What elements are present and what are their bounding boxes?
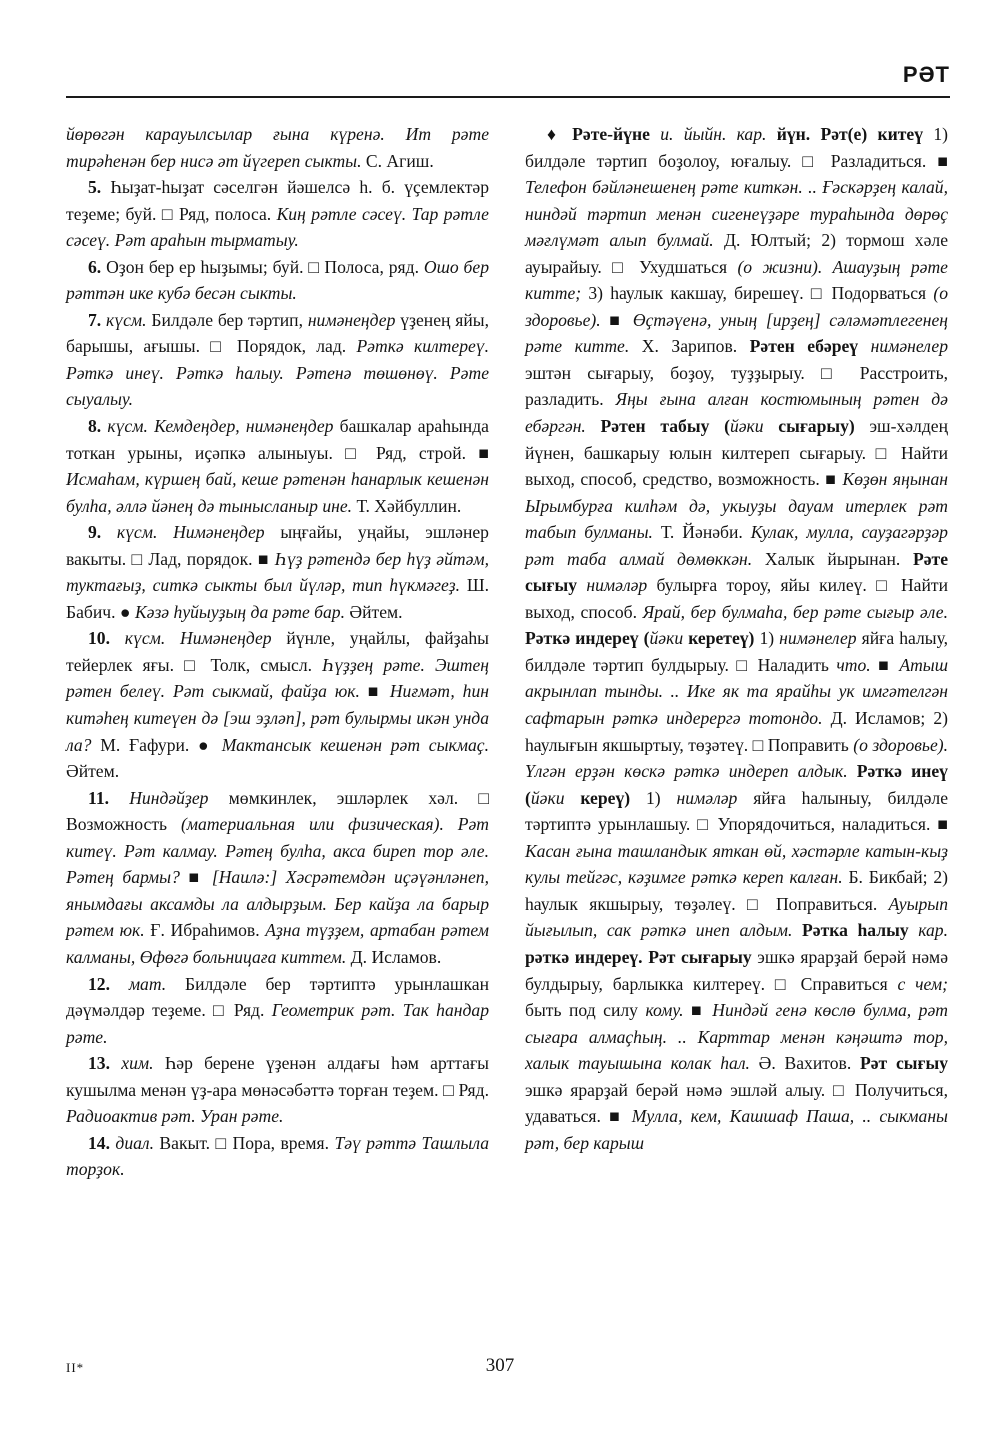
entry-paragraph [66, 1050, 489, 1130]
italic-text: Кәзә һуйыуҙың да рәте бар. [134, 601, 346, 622]
entry-heading: ( [724, 416, 730, 437]
entry-text: эшкә ярарҙай берәй нәмә эшләй алыу. □ Получиться, удаваться. ■ [525, 1079, 948, 1127]
italic-text: Тәү рәттә Ташлыла торҙок. [66, 1132, 490, 1180]
italic-text: Кулак, мулла, сауҙагәрҙәр рәт таба алмай дөмөккән. [525, 522, 948, 569]
entry-paragraph [66, 625, 489, 784]
entry-heading: 11. [88, 787, 110, 808]
entry-heading: керетеү) [683, 628, 755, 649]
entry-text: Ә. Вахитов. [749, 1053, 860, 1074]
entry-text: ■ [179, 867, 212, 888]
italic-text: Касан ғына ташландык яткан өй, хәстәрле катын-кыҙ кулы тейгәс, кәҙимге рәткә кереп калған. [525, 840, 948, 888]
italic-text: йәки [649, 628, 684, 649]
italic-text: Аҙна түҙҙем, артабан рәтем калманы, Өфөгә больницаға киттем. [66, 920, 489, 967]
right-column [525, 121, 948, 1156]
italic-text: нимәнелер [858, 336, 948, 357]
italic-text: нимәнелер [779, 628, 857, 649]
entry-paragraph [66, 254, 489, 307]
entry-paragraph [66, 519, 489, 625]
italic-text: Ниндәй генә көслө булма, рәт сығара алмаҫһың. .. Карттар менән кәңәштә тор, халык тауышына колак һал. [525, 1000, 948, 1074]
entry-text [586, 416, 601, 436]
entry-heading: Рәтка һалыу [802, 920, 909, 941]
entry-text: ыңғайы, уңайы, эшләнер вакыты. □ Лад, порядок. ■ [66, 522, 489, 569]
entry-heading: 5. [88, 177, 102, 198]
italic-text: йөрөгән карауылсылар ғына күренә. Ит рәте тирәһенән бер нисә әт йүгереп сыкты. [66, 124, 489, 171]
italic-text: Ярай, бер булмаһа, бер рәте сығыр әле. [642, 601, 948, 622]
italic-text: Телефон бәйләнешенең рәте киткән. .. Ғәскәрҙең калай, ниндәй тәртип менән сигенеүҙәре тураһында дөрөҫ мәғлүмәт алып булмай. [525, 177, 948, 251]
left-column [66, 121, 489, 1183]
entry-heading: Рәтен табыу [600, 416, 710, 437]
entry-text: Һыҙат-һыҙат сәселгән йәшелсә һ. б. үҫемлектәр теҙеме; буй. □ Ряд, полоса. [66, 177, 489, 224]
entry-text: ■ [683, 1000, 713, 1021]
italic-text: (о здоровье). Үлгән ерҙән көскә рәткә индереп алдык. [525, 734, 949, 782]
italic-text: йәки [729, 416, 764, 437]
italic-text: кар. [908, 920, 949, 941]
entry-text: Һәр берене үҙенән алдағы һәм арттағы кушылма менән үҙ-ара мөнәсәбәттә торған теҙем. □ Ряд. [66, 1053, 489, 1100]
italic-text: кому. [645, 1000, 684, 1021]
entry-paragraph [66, 785, 489, 971]
italic-text: Ошо бер рәттән ике кубә бесән сыкты. [66, 256, 490, 304]
italic-text: Атыш акрынлап тынды. .. Ике як та ярайһы ук имгәтелгән сафтарын рәткә индерергә тотондо. [525, 654, 948, 729]
entry-paragraph [66, 971, 489, 1051]
entry-text: Т. Хәйбуллин. [352, 495, 462, 516]
entry-text: үҙенең яйы, барышы, ағышы. □ Порядок, лад. [66, 309, 489, 357]
entry-text: быть под силу [525, 1000, 646, 1021]
italic-text: Һүҙҙең рәте. Эштең рәтен белеү. Рәт сыкмай, файҙа юк. [66, 654, 489, 702]
italic-text: и. йыйн. кар. [649, 124, 767, 144]
entry-paragraph [66, 413, 489, 519]
entry-text: Д. Исламов; 2) һаулығын якшыртыу, төҙәтеү. □ Поправить [525, 708, 949, 755]
entry-paragraph [66, 121, 489, 174]
entry-paragraph [66, 174, 489, 254]
italic-text: что. [836, 654, 871, 675]
entry-text: ■ [870, 654, 900, 675]
entry-text: эшкә ярарҙай берәй нәмә булдырыу, барлыкка килтереү. □ Справиться [525, 946, 948, 994]
italic-text: Рәткә килтереү. Рәткә инеү. Рәткә һалыу. Рәтенә төшөнөү. Рәте сыуалыу. [66, 336, 489, 410]
entry-heading: Рәте-йүне [572, 124, 650, 144]
italic-text: күсм. Нимәнеңдер [110, 628, 272, 649]
entry-text: Б. Бикбай; 2) һаулык якшырыу, төҙәлеү. □ Поправиться. [525, 867, 949, 914]
entry-text: ■ [359, 681, 390, 702]
italic-text: с чем; [897, 973, 948, 994]
entry-text: мөмкинлек, эшләрлек хәл. □ Возможность [66, 787, 489, 835]
entry-text: 1) [754, 628, 780, 649]
entry-heading: 10. [88, 628, 110, 649]
italic-text: Яңы ғына алған костюмының рәтен дә ебәргән. [525, 389, 948, 437]
italic-text: Геометрик рәт. Так һандар рәте. [66, 1000, 489, 1047]
header-rule [66, 96, 950, 98]
entry-text: 1) билдәле тәртип боҙолоу, юғалыу. □ Разладиться. ■ [525, 124, 948, 171]
entry-text: Д. Юлтый; 2) тормош хәле ауырайыу. □ Ухудшаться [525, 230, 948, 277]
italic-text: нимәләр [676, 787, 738, 808]
italic-text: Һүҙ рәтендә бер һүҙ әйтәм, туктағыҙ, ситкә сыкты был йүләр, тип һүкмәгеҙ. [66, 548, 490, 596]
entry-text: эш-хәлдең йүнен, башкарыу юлын килтереп сығарыу. □ Найти выход, способ, средство, возможность. ■ [525, 416, 948, 490]
entry-text: Ғ. Ибраһимов. [144, 920, 266, 941]
entry-paragraph [66, 1130, 489, 1183]
italic-text: Өҫтәүенә, уның [ирҙең] сәләмәтлегенең рәте китте. [525, 309, 948, 357]
entry-heading: 8. [88, 416, 102, 437]
entry-text [709, 416, 724, 436]
sheet-signature: II* [66, 1360, 85, 1375]
entry-text: Х. Зарипов. [629, 336, 750, 357]
entry-heading: Рәт сығыу [859, 1053, 949, 1074]
italic-text: күсм. [101, 309, 147, 330]
entry-heading: сығарыу) [763, 416, 855, 437]
entry-text: 3) һаулык какшау, бирешеү. □ Подорваться [581, 283, 934, 304]
italic-text: диал. [110, 1132, 154, 1153]
entry-text: эштән сығарыу, боҙоу, туҙҙырыу. □ Расстроить, разладить. [525, 362, 948, 410]
italic-text: Мулла, кем, Кашшаф Паша, .. сыкманы рәт, бер карыш [525, 1106, 948, 1153]
entry-heading: кереү) [564, 787, 631, 808]
italic-text: (о здоровье). [525, 283, 948, 330]
italic-text: йәки [530, 787, 565, 808]
entry-heading: 12. [88, 973, 110, 994]
italic-text: Мактансык кешенән рәт сыкмаҫ. [221, 734, 489, 755]
entry-text: Т. Йәнәби. [652, 522, 751, 543]
entry-heading: рәткә индереү. Рәт сығарыу [525, 946, 752, 967]
entry-heading: Рәте сығыу [525, 548, 949, 596]
italic-text: Радиоактив рәт. Уран рәте. [66, 1106, 284, 1127]
italic-text: мат. [110, 973, 167, 994]
italic-text: күсм. Нимәнеңдер [101, 522, 265, 543]
entry-heading: Рәткә индереү ( [525, 628, 650, 649]
entry-text: Билдәле бер тәртип, [146, 309, 308, 330]
entry-text: Вакыт. □ Пора, время. [153, 1132, 335, 1153]
italic-text: (о жизни). Ашауҙың рәте китте; [525, 256, 948, 304]
italic-text: Көҙөн яңынан Ырымбурға килһәм дә, укыуҙы дауам итерлек рәт табып булманы. [525, 469, 948, 543]
italic-text: Ниғмәт, һин китәһең китеүен дә [эш эҙләп], рәт булырмы икән унда ла? [66, 681, 489, 755]
entry-heading: Рәткә инеү ( [525, 761, 948, 808]
entry-paragraph [66, 307, 489, 413]
italic-text: Исмаһам, күршең бай, кеше рәтенән һанарлык кешенән булһа, әллә йәнең дә тынысланыр ине. [66, 469, 489, 516]
entry-text: йүнле, уңайлы, файҙаһы тейерлек яғы. □ Толк, смысл. [66, 628, 489, 675]
entry-text: ♦ [547, 124, 573, 144]
entry-paragraph [525, 121, 948, 1156]
italic-text: Ниндәйҙер [109, 787, 209, 808]
running-headword: РӘТ [902, 62, 950, 87]
entry-text: Әйтем. [66, 761, 120, 782]
entry-text: Әйтем. [345, 601, 403, 622]
entry-heading: 9. [88, 522, 102, 543]
entry-text: М. Ғафури. ● [91, 734, 222, 755]
entry-heading: 14. [88, 1132, 110, 1153]
entry-text [848, 761, 857, 781]
entry-heading: Рәтен ебәреү [749, 336, 859, 357]
entry-text: башкалар араһында тоткан урыны, иҫәпкә алыныуы. □ Ряд, строй. ■ [66, 416, 489, 463]
italic-text: нимәнеңдер [307, 309, 396, 330]
italic-text: Ауырып йығылып, сак рәткә инеп алдым. [525, 893, 948, 941]
italic-text: [Наилә:] Хәсрәтемдән иҫәүәнләнеп, янымдағы аксамды ла алдырҙым. Бер кайҙа ла барыр рәтем юк. [66, 867, 489, 941]
entry-text: Билдәле бер тәртиптә урынлашкан дәүмәлдәр теҙеме. □ Ряд. [66, 973, 489, 1021]
entry-heading: 7. [88, 309, 102, 330]
entry-text: Д. Исламов. [346, 946, 442, 967]
entry-text: Халык йырынан. [752, 548, 913, 569]
entry-text: С. Агиш. [361, 150, 434, 171]
entry-text: яйға һалыу, билдәле тәртип булдырыу. □ Наладить [525, 628, 948, 675]
entry-text: Оҙон бер ер һыҙымы; буй. □ Полоса, ряд. [101, 256, 424, 277]
italic-text: нимәләр [577, 575, 648, 596]
entry-heading: 13. [88, 1053, 110, 1074]
entry-text [792, 920, 802, 940]
italic-text: Киң рәтле сәсеү. Тар рәтле сәсеү. Рәт араһын тырматыу. [66, 203, 489, 251]
italic-text: (материальная или физическая). Рәт китеү. Рәт калмау. Рәтең булһа, акса биреп тор әле. Рәтең бармы? [66, 814, 489, 888]
entry-text: ■ [600, 309, 633, 330]
italic-text: күсм. Кемдеңдер, нимәнеңдер [101, 416, 334, 437]
page-number: 307 [485, 1355, 515, 1376]
entry-text: яйға һалыныу, билдәле тәртиптә урынлашыу. □ Упорядочиться, наладиться. ■ [525, 787, 949, 835]
entry-heading: 6. [88, 256, 102, 277]
entry-text: Ш. Бабич. ● [66, 575, 489, 622]
entry-text: 1) [630, 787, 677, 808]
entry-text: булырға тороу, яйы килеү. □ Найти выход, способ. [525, 575, 948, 622]
entry-heading: йүн. Рәт(е) китеү [766, 124, 924, 144]
italic-text: хим. [110, 1053, 154, 1074]
